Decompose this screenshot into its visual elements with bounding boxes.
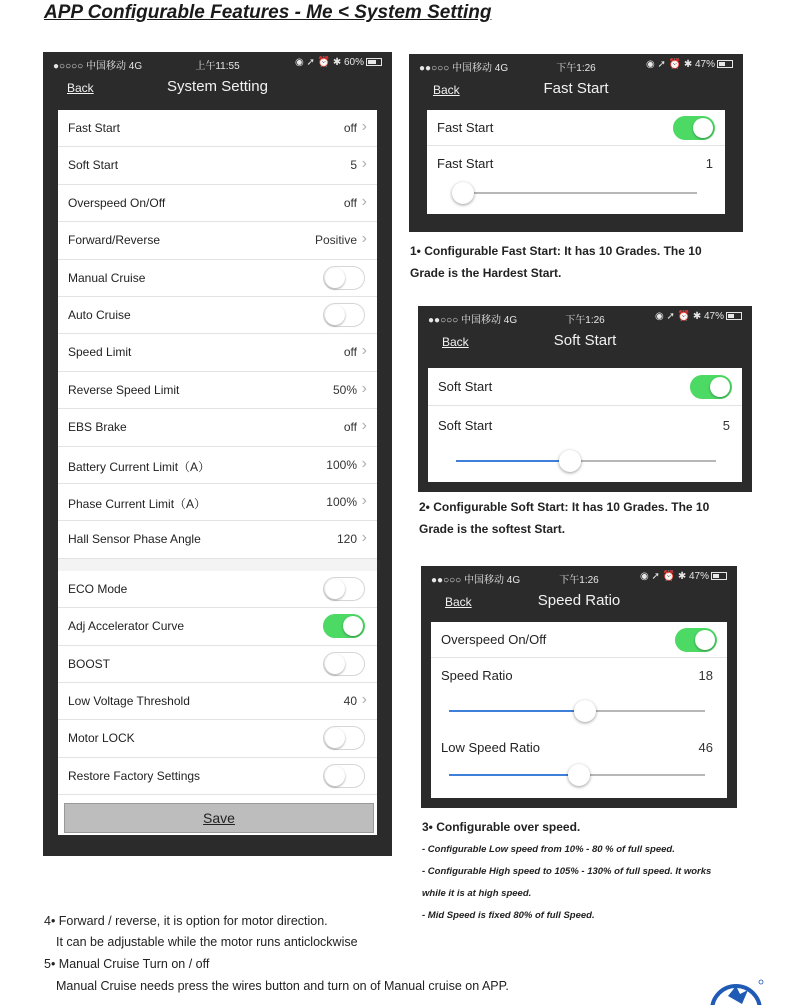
- soft-start-desc-line1: 2• Configurable Soft Start: It has 10 Grades. The 10: [419, 500, 710, 514]
- nav-title: Soft Start: [553, 332, 617, 349]
- chevron-right-icon: ›: [361, 691, 367, 708]
- settings-row[interactable]: [58, 372, 377, 409]
- soft-start-panel: [428, 368, 742, 482]
- speed-ratio-slider[interactable]: [449, 710, 705, 712]
- settings-row-value: 5: [350, 158, 357, 173]
- status-time: 上午11:55: [195, 61, 240, 72]
- soft-start-desc-line2: Grade is the softest Start.: [419, 522, 566, 536]
- fast-start-phone: [409, 54, 743, 232]
- chevron-right-icon: ›: [361, 342, 367, 360]
- settings-list: [58, 110, 377, 835]
- soft-start-phone: [418, 306, 752, 492]
- back-button[interactable]: Back: [67, 81, 94, 95]
- chevron-right-icon: ›: [361, 192, 367, 210]
- battery-level: [728, 314, 734, 318]
- note-forward-reverse-detail: It can be adjustable while the motor runs anticlockwise: [56, 935, 358, 949]
- settings-row-toggle[interactable]: [323, 726, 365, 750]
- note-manual-cruise: 5• Manual Cruise Turn on / off: [44, 957, 210, 971]
- navbar: [418, 328, 752, 356]
- toggle-knob: [325, 728, 345, 748]
- fast-start-toggle-label: Fast Start: [437, 120, 494, 135]
- status-bar: [43, 52, 392, 74]
- settings-row[interactable]: [58, 646, 377, 683]
- settings-row[interactable]: [58, 147, 377, 184]
- chevron-right-icon: ›: [361, 492, 367, 509]
- settings-row-label: Hall Sensor Phase Angle: [68, 532, 201, 547]
- fast-start-toggle[interactable]: [673, 116, 715, 140]
- fast-start-panel: [427, 110, 725, 214]
- slider-thumb[interactable]: [568, 764, 590, 786]
- settings-row-value: off: [343, 420, 357, 435]
- toggle-knob: [343, 616, 363, 636]
- slider-fill: [456, 460, 570, 462]
- settings-row-label: Reverse Speed Limit: [68, 382, 180, 397]
- soft-start-slider-value: 5: [722, 418, 730, 433]
- settings-row-value: 100%: [326, 457, 357, 472]
- settings-row[interactable]: [58, 720, 377, 757]
- page-heading: APP Configurable Features - Me < System Setting: [44, 2, 492, 23]
- overspeed-toggle-row: [431, 622, 727, 658]
- settings-row-label: Auto Cruise: [68, 308, 131, 322]
- chevron-right-icon: ›: [361, 155, 367, 173]
- settings-row-toggle[interactable]: [323, 577, 365, 601]
- carrier-text: ●●○○○ 中国移动 4G: [419, 63, 509, 74]
- toggle-knob: [325, 305, 345, 325]
- settings-row-value: 50%: [332, 382, 357, 397]
- navbar: [43, 74, 392, 102]
- toggle-knob: [325, 766, 345, 786]
- battery-icon: [366, 58, 382, 66]
- toggle-knob: [710, 377, 730, 397]
- slider-thumb[interactable]: [574, 700, 596, 722]
- battery-level: [713, 574, 719, 578]
- status-time: 下午1:26: [565, 315, 605, 326]
- over-speed-bullet-mid: - Mid Speed is fixed 80% of full Speed.: [422, 910, 595, 921]
- settings-row-label: Overspeed On/Off: [68, 195, 166, 210]
- toggle-knob: [693, 118, 713, 138]
- battery-level: [719, 62, 725, 66]
- chevron-right-icon: ›: [361, 417, 367, 435]
- toggle-knob: [325, 268, 345, 288]
- settings-row-toggle[interactable]: [323, 652, 365, 676]
- over-speed-bullet-high-cont: while it is at high speed.: [422, 888, 532, 899]
- settings-row-value: 100%: [326, 495, 357, 509]
- navbar: [409, 76, 743, 104]
- navbar: [421, 588, 737, 616]
- nav-title: Fast Start: [543, 80, 609, 97]
- slider-fill: [449, 710, 585, 712]
- fast-start-desc-line2: Grade is the Hardest Start.: [410, 266, 562, 280]
- settings-row[interactable]: [58, 185, 377, 222]
- status-bar: [409, 54, 743, 76]
- overspeed-toggle-label: Overspeed On/Off: [441, 632, 547, 647]
- slider-fill: [449, 774, 579, 776]
- over-speed-bullet-high: - Configurable High speed to 105% - 130% of full speed. It works: [422, 866, 712, 877]
- status-time: 下午1:26: [559, 575, 599, 586]
- status-icons-text: ◉ ➚ ⏰ ✱ 47%: [645, 59, 715, 70]
- settings-row-label: Soft Start: [68, 158, 119, 173]
- settings-row-label: Restore Factory Settings: [68, 768, 201, 783]
- settings-row[interactable]: [58, 447, 377, 484]
- settings-row[interactable]: [58, 260, 377, 297]
- settings-row[interactable]: [58, 409, 377, 446]
- settings-row-value: 120: [336, 532, 357, 547]
- status-time: 下午1:26: [556, 63, 596, 74]
- chevron-right-icon: ›: [361, 118, 367, 135]
- soft-start-toggle[interactable]: [690, 375, 732, 399]
- settings-row-label: Manual Cruise: [68, 270, 146, 285]
- low-speed-ratio-row: [431, 728, 727, 798]
- note-manual-cruise-detail: Manual Cruise needs press the wires button and turn on of Manual cruise on APP.: [56, 979, 509, 993]
- fast-start-slider-row: [427, 146, 725, 214]
- back-button[interactable]: Back: [433, 83, 460, 97]
- settings-row-toggle[interactable]: [323, 764, 365, 788]
- nav-title: Speed Ratio: [537, 592, 621, 609]
- toggle-knob: [325, 579, 345, 599]
- fast-start-slider[interactable]: [463, 192, 697, 194]
- settings-row-label: Motor LOCK: [68, 731, 135, 746]
- settings-row-value: Positive: [314, 233, 357, 248]
- status-bar: [418, 306, 752, 328]
- settings-row-label: Adj Accelerator Curve: [68, 619, 185, 634]
- soft-start-toggle-label: Soft Start: [438, 379, 493, 394]
- settings-row-label: Fast Start: [68, 121, 121, 135]
- status-indicators: [655, 311, 742, 322]
- soft-start-description: [419, 496, 759, 540]
- settings-row-label: Battery Current Limit（A）: [68, 459, 211, 474]
- soft-start-slider-label: Soft Start: [438, 418, 493, 433]
- fast-start-toggle-row: [427, 110, 725, 146]
- company-logo-icon: [706, 970, 766, 1005]
- settings-row[interactable]: [58, 334, 377, 371]
- fast-start-description: [410, 240, 750, 284]
- settings-row[interactable]: [58, 571, 377, 608]
- settings-row-toggle[interactable]: [323, 303, 365, 327]
- toggle-knob: [695, 630, 715, 650]
- fast-start-desc-line1: 1• Configurable Fast Start: It has 10 Grades. The 10: [410, 244, 702, 258]
- chevron-right-icon: ›: [361, 379, 367, 397]
- carrier-text: ●○○○○ 中国移动 4G: [53, 61, 143, 72]
- battery-icon: [717, 60, 733, 68]
- chevron-right-icon: ›: [361, 529, 367, 547]
- settings-row-toggle[interactable]: [323, 266, 365, 290]
- settings-row[interactable]: [58, 110, 377, 147]
- back-button[interactable]: Back: [442, 335, 469, 349]
- status-icons-text: ◉ ➚ ⏰ ✱ 60%: [294, 57, 364, 68]
- save-button[interactable]: Save: [64, 803, 374, 833]
- chevron-right-icon: ›: [361, 454, 367, 472]
- carrier-text: ●●○○○ 中国移动 4G: [431, 575, 521, 586]
- speed-ratio-value: 18: [698, 668, 713, 683]
- chevron-right-icon: ›: [361, 230, 367, 248]
- low-speed-ratio-slider[interactable]: [449, 774, 705, 776]
- settings-row-value: off: [343, 195, 357, 210]
- fast-start-slider-label: Fast Start: [437, 156, 494, 171]
- settings-row-label: Speed Limit: [68, 345, 132, 360]
- note-forward-reverse: 4• Forward / reverse, it is option for motor direction.: [44, 914, 328, 928]
- settings-row-label: ECO Mode: [68, 581, 128, 596]
- speed-ratio-label: Speed Ratio: [441, 668, 513, 683]
- settings-row[interactable]: [58, 484, 377, 521]
- low-speed-ratio-value: 46: [698, 740, 713, 755]
- settings-row-value: off: [343, 345, 357, 360]
- settings-row[interactable]: [58, 521, 377, 558]
- settings-row-label: EBS Brake: [68, 420, 127, 435]
- status-indicators: [295, 57, 382, 68]
- battery-level: [368, 60, 376, 64]
- settings-row-label: BOOST: [68, 656, 111, 671]
- nav-title: System Setting: [167, 78, 268, 95]
- slider-thumb[interactable]: [559, 450, 581, 472]
- status-icons-text: ◉ ➚ ⏰ ✱ 47%: [639, 571, 709, 582]
- battery-icon: [711, 572, 727, 580]
- status-bar: [421, 566, 737, 588]
- settings-row[interactable]: [58, 297, 377, 334]
- status-indicators: [640, 571, 727, 582]
- settings-row[interactable]: [58, 608, 377, 645]
- speed-ratio-panel: [431, 622, 727, 798]
- low-speed-ratio-label: Low Speed Ratio: [441, 740, 541, 755]
- soft-start-slider-row: [428, 406, 742, 482]
- fast-start-slider-value: 1: [705, 156, 713, 171]
- speed-ratio-phone: [421, 566, 737, 808]
- settings-row-label: Forward/Reverse: [68, 233, 161, 248]
- overspeed-toggle[interactable]: [675, 628, 717, 652]
- settings-row-toggle[interactable]: [323, 614, 365, 638]
- speed-ratio-row: [431, 658, 727, 728]
- over-speed-title: 3• Configurable over speed.: [422, 820, 581, 834]
- battery-icon: [726, 312, 742, 320]
- settings-row-label: Low Voltage Threshold: [68, 694, 190, 708]
- settings-row[interactable]: [58, 758, 377, 795]
- settings-row[interactable]: [58, 683, 377, 720]
- back-button[interactable]: Back: [445, 595, 472, 609]
- soft-start-toggle-row: [428, 368, 742, 406]
- settings-row[interactable]: [58, 222, 377, 259]
- carrier-text: ●●○○○ 中国移动 4G: [428, 315, 518, 326]
- status-icons-text: ◉ ➚ ⏰ ✱ 47%: [654, 311, 724, 322]
- status-indicators: [646, 59, 733, 70]
- section-separator: [58, 559, 377, 571]
- settings-row-label: Phase Current Limit（A）: [68, 497, 207, 511]
- soft-start-slider[interactable]: [456, 460, 716, 462]
- settings-row-value: off: [343, 121, 357, 135]
- over-speed-bullet-low: - Configurable Low speed from 10% - 80 % of full speed.: [422, 844, 675, 855]
- settings-row-value: 40: [343, 694, 357, 708]
- slider-thumb[interactable]: [452, 182, 474, 204]
- toggle-knob: [325, 654, 345, 674]
